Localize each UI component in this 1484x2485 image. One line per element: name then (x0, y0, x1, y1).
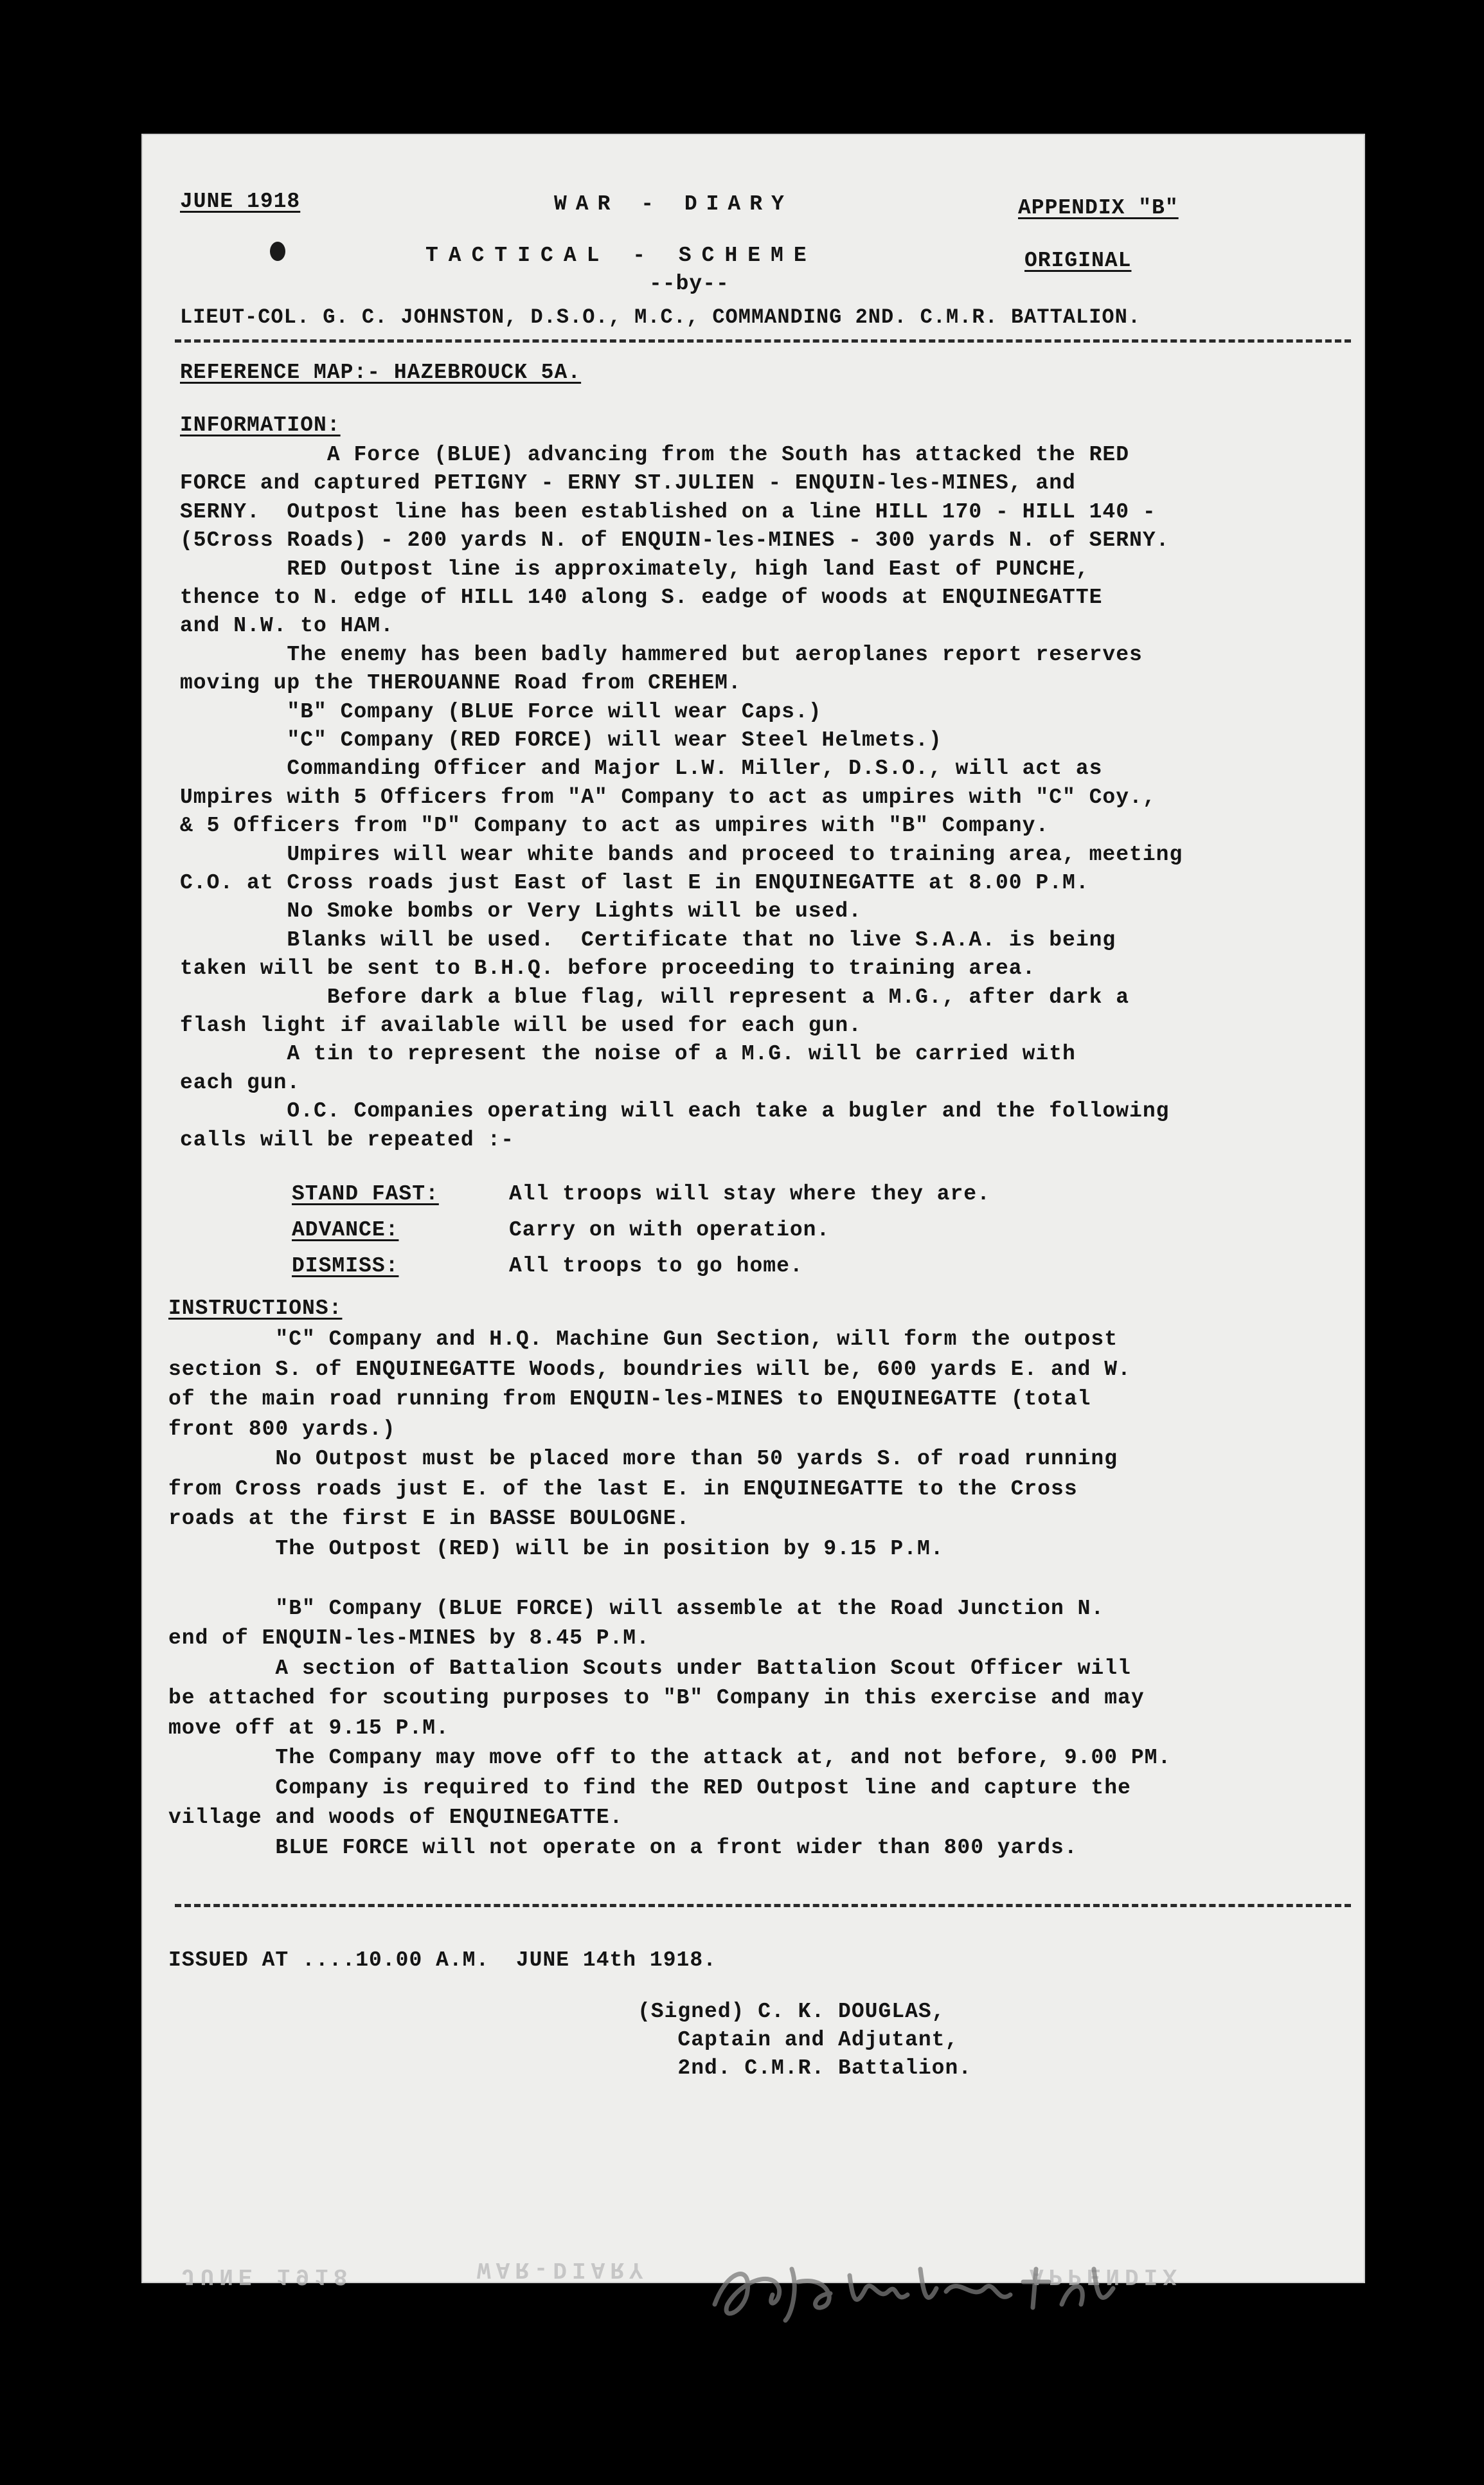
diary-date: JUNE 1918 (180, 190, 301, 213)
signature-line-3: 2nd. C.M.R. Battalion. (638, 2056, 972, 2080)
instructions-heading: INSTRUCTIONS: (168, 1296, 343, 1320)
instruction-line: Company is required to find the RED Outpost line and capture the (168, 1775, 1131, 1800)
information-line: "C" Company (RED FORCE) will wear Steel Helmets.) (180, 728, 942, 752)
information-line: A Force (BLUE) advancing from the South has attacked the RED (180, 443, 1130, 467)
information-line: (5Cross Roads) - 200 yards N. of ENQUIN-les-MINES - 300 yards N. of SERNY. (180, 528, 1170, 553)
information-line: Umpires with 5 Officers from "A" Company to act as umpires with "C" Coy., (180, 785, 1156, 809)
signature-line-2: Captain and Adjutant, (638, 2028, 959, 2052)
information-line: moving up the THEROUANNE Road from CREHEM. (180, 671, 742, 695)
information-line: flash light if available will be used for each gun. (180, 1014, 862, 1037)
bleed-through-appendix: APPENDIX (1030, 2263, 1182, 2289)
information-heading: INFORMATION: (180, 413, 341, 437)
information-line: Umpires will wear white bands and proceed to training area, meeting (180, 842, 1183, 866)
information-line: taken will be sent to B.H.Q. before proceeding to training area. (180, 956, 1036, 981)
instruction-line: front 800 yards.) (168, 1417, 396, 1441)
information-line: each gun. (180, 1070, 301, 1095)
information-line: calls will be repeated :- (180, 1127, 515, 1152)
instruction-line: The Company may move off to the attack at, and not before, 9.00 PM. (168, 1746, 1172, 1770)
ink-mark (270, 242, 285, 261)
divider-top (175, 339, 1351, 343)
paper-sheet (143, 135, 1364, 2289)
information-line: RED Outpost line is approximately, high land East of PUNCHE, (180, 557, 1089, 581)
call-name: STAND FAST: (292, 1182, 439, 1206)
information-line: C.O. at Cross roads just East of last E in ENQUINEGATTE at 8.00 P.M. (180, 871, 1089, 895)
divider-bottom (175, 1904, 1351, 1907)
issued-line: ISSUED AT ....10.00 A.M. JUNE 14th 1918. (168, 1948, 717, 1972)
handwritten-signature (702, 2243, 1139, 2327)
signature-line-1: (Signed) C. K. DOUGLAS, (638, 2000, 945, 2023)
instruction-line: A section of Battalion Scouts under Battalion Scout Officer will (168, 1656, 1131, 1680)
information-line: FORCE and captured PETIGNY - ERNY ST.JULIEN - ENQUIN-les-MINES, and (180, 471, 1076, 496)
original-label: ORIGINAL (1024, 249, 1132, 273)
instruction-line: "C" Company and H.Q. Machine Gun Section, will form the outpost (168, 1327, 1118, 1351)
information-line: Before dark a blue flag, will represent a M.G., after dark a (180, 985, 1130, 1009)
reference-map: REFERENCE MAP:- HAZEBROUCK 5A. (180, 361, 582, 384)
instruction-line: roads at the first E in BASSE BOULOGNE. (168, 1507, 690, 1530)
information-line: thence to N. edge of HILL 140 along S. eadge of woods at ENQUINEGATTE (180, 586, 1103, 609)
information-line: and N.W. to HAM. (180, 614, 394, 638)
by-line: --by-- (649, 272, 729, 296)
information-line: A tin to represent the noise of a M.G. will be carried with (180, 1042, 1076, 1066)
information-line: The enemy has been badly hammered but aeroplanes report reserves (180, 642, 1143, 667)
information-line: "B" Company (BLUE Force will wear Caps.) (180, 699, 822, 724)
diary-title: WAR - DIARY (554, 192, 793, 216)
instruction-line: village and woods of ENQUINEGATTE. (168, 1806, 623, 1829)
information-line: SERNY. Outpost line has been established on a line HILL 170 - HILL 140 - (180, 499, 1156, 524)
bleed-through-title: WAR-DIARY (477, 2256, 648, 2283)
call-name: ADVANCE: (292, 1218, 399, 1242)
bleed-through-date: JUNE 1918 (181, 2263, 353, 2289)
instruction-line: end of ENQUIN-les-MINES by 8.45 P.M. (168, 1626, 650, 1650)
appendix-label: APPENDIX "B" (1018, 196, 1179, 220)
information-line: Blanks will be used. Certificate that no live S.A.A. is being (180, 928, 1116, 952)
instruction-line: of the main road running from ENQUIN-les-MINES to ENQUINEGATTE (total (168, 1387, 1091, 1411)
instruction-line: No Outpost must be placed more than 50 yards S. of road running (168, 1447, 1118, 1471)
instruction-line: The Outpost (RED) will be in position by 9.15 P.M. (168, 1536, 944, 1561)
instruction-line: "B" Company (BLUE FORCE) will assemble at the Road Junction N. (168, 1596, 1105, 1620)
call-description: Carry on with operation. (509, 1218, 830, 1242)
instruction-line: section S. of ENQUINEGATTE Woods, boundries will be, 600 yards E. and W. (168, 1357, 1131, 1381)
commander-line: LIEUT-COL. G. C. JOHNSTON, D.S.O., M.C., COMMANDING 2ND. C.M.R. BATTALION. (180, 305, 1141, 329)
call-name: DISMISS: (292, 1254, 399, 1278)
information-line: O.C. Companies operating will each take a bugler and the following (180, 1099, 1170, 1124)
instruction-line: be attached for scouting purposes to "B" Company in this exercise and may (168, 1686, 1145, 1710)
call-description: All troops to go home. (509, 1254, 803, 1278)
information-line: & 5 Officers from "D" Company to act as umpires with "B" Company. (180, 814, 1050, 838)
instruction-line: BLUE FORCE will not operate on a front wider than 800 yards. (168, 1835, 1078, 1860)
instruction-line: move off at 9.15 P.M. (168, 1716, 449, 1740)
scheme-title: TACTICAL - SCHEME (425, 244, 817, 267)
information-line: No Smoke bombs or Very Lights will be used. (180, 899, 862, 924)
instruction-line: from Cross roads just E. of the last E. in ENQUINEGATTE to the Cross (168, 1476, 1078, 1501)
information-line: Commanding Officer and Major L.W. Miller, D.S.O., will act as (180, 757, 1103, 781)
call-description: All troops will stay where they are. (509, 1182, 990, 1206)
